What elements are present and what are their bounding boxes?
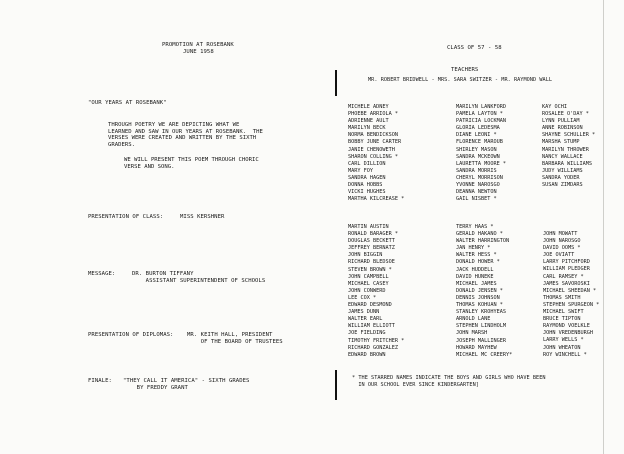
name-row: DOUGLAS BECKETT [348, 238, 395, 245]
name-row: NANCY WALLACE [542, 153, 583, 160]
name-row: RICHARD BLEDSOE [348, 259, 395, 266]
name-row: CHERYL MORRISON [456, 174, 503, 181]
name-row: WALTER EARL [348, 316, 383, 323]
intro-paragraph-1: THROUGH POETRY WE ARE DEPICTING WHAT WE LEARNED AND SAW IN OUR YEARS AT ROSEBANK. THE VERSES WERE CREATED AND WRITTEN BY THE SIXTH GRADERS. [108, 122, 263, 148]
name-row: SHARON COLLING * [348, 153, 398, 160]
name-row: LYNN PULLIAM [542, 118, 580, 125]
name-row: LARRY PITCHFORD [543, 259, 590, 266]
name-row: STANLEY KROHYEAS [456, 309, 506, 316]
name-row: JOSEPH MALLINGER [456, 337, 506, 344]
name-row: JAN HENRY * [456, 245, 491, 252]
name-row: ANNE ROBINSON [542, 125, 583, 132]
intro-paragraph-2: WE WILL PRESENT THIS POEM THROUGH CHORIC VERSE AND SONG. [124, 157, 259, 170]
presentation-class-label: PRESENTATION OF CLASS: [88, 214, 164, 220]
girls-column-2 [456, 104, 506, 203]
name-row: MICHAEL SHEEDAN * [543, 287, 597, 294]
name-row: DONALD JENSEN * [456, 287, 503, 294]
name-row: ARNOLD LANE [456, 316, 491, 323]
name-row: PHOEBE ARRIOLA * [348, 111, 398, 118]
name-row: JOHN VREDENBURGH [543, 330, 593, 337]
name-row: MICHAEL JAMES [456, 280, 497, 287]
name-row: LAURETTA MOORE * [456, 160, 506, 167]
name-row: DONNA HOBBS [348, 182, 383, 189]
name-row: ADRIENNE AULT [348, 118, 389, 125]
boys-column-3 [543, 231, 599, 359]
message-label: MESSAGE: [88, 271, 116, 277]
finale-label: FINALE: [88, 378, 112, 384]
girls-column-3 [542, 104, 595, 189]
name-row: BRUCE TIPTON [543, 316, 581, 323]
name-row: MARILYN BECK [348, 125, 386, 132]
name-row: JOHN CONWERD [348, 287, 386, 294]
name-row: CARL DILLION [348, 160, 386, 167]
name-row: STEPHEN SPURGEON * [543, 301, 600, 308]
diplomas-label: PRESENTATION OF DIPLOMAS: [88, 332, 174, 338]
name-row: JOHN MARSH [456, 330, 488, 337]
girls-column-1 [348, 104, 404, 203]
name-row: SUSAN ZIMDARS [542, 182, 583, 189]
name-row: HOWARD MAYHEW [456, 344, 497, 351]
name-row: VICKI HUGHES [348, 189, 386, 196]
presentation-class-value: MISS KERSHNER [180, 214, 225, 220]
name-row: JOHN BIGGIN [348, 252, 383, 259]
name-row: SANDRA MORRIS [456, 167, 497, 174]
name-row: GAIL NISBET * [456, 196, 497, 203]
name-row: JOHN NAROSGO [543, 238, 581, 245]
name-row: DEANNA NEWTON [456, 189, 497, 196]
name-row: KAY OCHI [542, 104, 567, 110]
teachers-names: MR. ROBERT BRIDWELL - MRS. SARA SWITZER - MR. RAYMOND WALL [368, 77, 553, 83]
name-row: MICHAEL CASEY [348, 280, 389, 287]
name-row: JOHN MOWATT [543, 231, 578, 237]
boys-column-1 [348, 224, 404, 359]
page-edge [603, 0, 604, 454]
name-row: DENNIS JOHNSON [456, 294, 500, 301]
intro-title: "OUR YEARS AT ROSEBANK" [88, 100, 167, 106]
name-row: JAMES DUNN [348, 309, 380, 316]
name-row: JANIE CHENOWETH [348, 146, 395, 153]
fold-mark-bottom [335, 370, 337, 400]
name-row: GERALD HAKANO * [456, 231, 503, 238]
name-row: MARTHA KILCREASE * [348, 196, 405, 203]
name-row: ROSALEE O'DAY * [542, 111, 589, 118]
fold-mark-top [335, 70, 337, 96]
name-row: LEE COX * [348, 294, 377, 301]
name-row: TERRY HAAS * [456, 224, 494, 230]
name-row: JEFFREY BERNATZ [348, 245, 395, 252]
name-row: WALTER HARRINGTON [456, 238, 510, 245]
name-row: CARL RAMSEY * [543, 273, 584, 280]
name-row: MARY FOY [348, 167, 373, 174]
name-row: MARILYN THROWER [542, 146, 589, 153]
name-row: THOMAS SMITH [543, 294, 581, 301]
name-row: MARILYN LANKFORD [456, 104, 506, 110]
name-row: WALTER HESS * [456, 252, 497, 259]
name-row: PATRICIA LOCKMAN [456, 118, 506, 125]
name-row: MARTIN AUSTIN [348, 224, 389, 230]
name-row: YVONNE NAROSGO [456, 182, 500, 189]
name-row: BARBARA WILLIAMS [542, 160, 592, 167]
name-row: JOE FIELDING [348, 330, 386, 337]
name-row: SANDRA MCKEOWN [456, 153, 500, 160]
name-row: DIANE LEONI * [456, 132, 497, 139]
name-row: RAYMOND VOELKLE [543, 323, 590, 330]
name-row: WILLIAM ELLIOTT [348, 323, 395, 330]
program-title: PROMOTION AT ROSEBANK [162, 42, 234, 48]
name-row: DAVID HUNEKE [456, 273, 494, 280]
teachers-label: TEACHERS [451, 67, 479, 73]
name-row: JACK HUDDELL [456, 266, 494, 273]
name-row: RICHARD GONZALEZ [348, 344, 398, 351]
name-row: JOHN WHEATON [543, 344, 581, 351]
name-row: JUDY WILLIAMS [542, 167, 583, 174]
name-row: SHAYNE SCHULLER * [542, 132, 596, 139]
name-row: JOHN CAMPBELL [348, 273, 389, 280]
program-date: JUNE 1958 [183, 49, 214, 55]
diplomas-value: MR. KEITH HALL, PRESIDENT OF THE BOARD OF TRUSTEES [187, 332, 283, 345]
name-row: MARSHA STUMP [542, 139, 580, 146]
class-heading: CLASS OF 57 - 58 [447, 45, 502, 51]
name-row: STEPHEN LINDHOLM [456, 323, 506, 330]
name-row: JOE OVIATT [543, 252, 575, 259]
name-row: JAMES SAVOROSKI [543, 280, 590, 287]
name-row: MICHAEL MC CREERY* [456, 351, 513, 358]
name-row: EDWARD BROWN [348, 351, 386, 358]
name-row: DAVID OOMS * [543, 245, 581, 252]
name-row: EDWARD DESMOND [348, 302, 392, 309]
name-row: PAMELA LAYTON * [456, 111, 503, 118]
footnote: * THE STARRED NAMES INDICATE THE BOYS AND GIRLS WHO HAVE BEEN IN OUR SCHOOL EVER SINCE KINDERGARTEN] [352, 375, 546, 388]
name-row: SANDRA YODER [542, 174, 580, 181]
name-row: FLORENCE MAROUB [456, 139, 503, 146]
name-row: MICHELE ADNEY [348, 104, 389, 110]
name-row: WILLIAM PLEDGER [543, 266, 590, 273]
name-row: DONALD HOWER * [456, 259, 500, 266]
boys-column-2 [456, 224, 512, 359]
name-row: TIMOTHY FRITCHER * [348, 337, 405, 344]
name-row: MICHAEL SWIFT [543, 309, 584, 316]
name-row: LARRY WELLS * [543, 337, 584, 344]
name-row: SANDRA HAGEN [348, 174, 386, 181]
name-row: STEVEN BROWN * [348, 266, 392, 273]
name-row: BOBBY JUNE CARTER [348, 139, 402, 146]
finale-value: "THEY CALL IT AMERICA" - SIXTH GRADES BY FREDDY GRANT [123, 378, 250, 391]
name-row: THOMAS KOHUAN * [456, 302, 503, 309]
name-row: GLORIA LEDESMA [456, 125, 500, 132]
message-value: DR. BURTON TIFFANY ASSISTANT SUPERINTENDENT OF SCHOOLS [132, 271, 266, 284]
name-row: ROY WINCHELL * [543, 351, 587, 358]
name-row: RONALD BARAGER * [348, 231, 398, 238]
name-row: SHIRLEY MASON [456, 146, 497, 153]
name-row: NORMA BENDICKSON [348, 132, 398, 139]
